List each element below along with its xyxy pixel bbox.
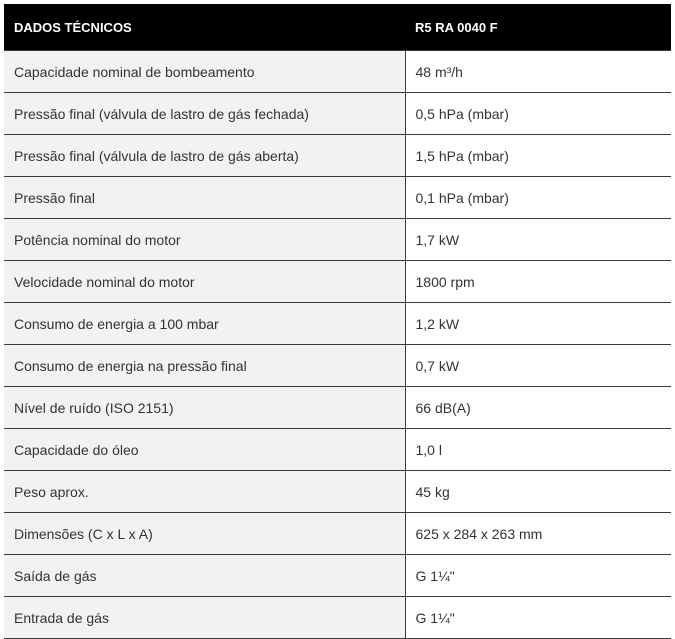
table-row bbox=[4, 51, 671, 93]
table-row bbox=[4, 429, 671, 471]
row-value: 0,7 kW bbox=[405, 345, 671, 387]
row-label: Pressão final bbox=[4, 177, 405, 219]
row-label: Potência nominal do motor bbox=[4, 219, 405, 261]
table-row bbox=[4, 135, 671, 177]
row-label: Pressão final (válvula de lastro de gás fechada) bbox=[4, 93, 405, 135]
row-value: 1,7 kW bbox=[405, 219, 671, 261]
row-label: Nível de ruído (ISO 2151) bbox=[4, 387, 405, 429]
header-row bbox=[4, 4, 671, 51]
row-label: Consumo de energia na pressão final bbox=[4, 345, 405, 387]
row-value: 1,2 kW bbox=[405, 303, 671, 345]
table-body bbox=[4, 51, 671, 639]
row-value: 48 m³/h bbox=[405, 51, 671, 93]
row-value: 1,0 l bbox=[405, 429, 671, 471]
row-label: Entrada de gás bbox=[4, 597, 405, 639]
row-value: 0,1 hPa (mbar) bbox=[405, 177, 671, 219]
row-label: Pressão final (válvula de lastro de gás aberta) bbox=[4, 135, 405, 177]
row-value: 1800 rpm bbox=[405, 261, 671, 303]
technical-data-table bbox=[4, 4, 671, 639]
row-label: Dimensões (C x L x A) bbox=[4, 513, 405, 555]
row-label: Capacidade do óleo bbox=[4, 429, 405, 471]
row-value: 625 x 284 x 263 mm bbox=[405, 513, 671, 555]
row-value: 0,5 hPa (mbar) bbox=[405, 93, 671, 135]
table-row bbox=[4, 513, 671, 555]
row-value: 1,5 hPa (mbar) bbox=[405, 135, 671, 177]
row-label: Velocidade nominal do motor bbox=[4, 261, 405, 303]
header-model: R5 RA 0040 F bbox=[405, 4, 671, 51]
row-label: Consumo de energia a 100 mbar bbox=[4, 303, 405, 345]
table-row bbox=[4, 219, 671, 261]
table-row bbox=[4, 555, 671, 597]
table-header bbox=[4, 4, 671, 51]
table-row bbox=[4, 345, 671, 387]
row-value: 66 dB(A) bbox=[405, 387, 671, 429]
table-row bbox=[4, 471, 671, 513]
row-value: G 1¼" bbox=[405, 597, 671, 639]
table-row bbox=[4, 303, 671, 345]
row-label: Peso aprox. bbox=[4, 471, 405, 513]
table-row bbox=[4, 177, 671, 219]
table-row bbox=[4, 387, 671, 429]
table-row bbox=[4, 597, 671, 639]
table-row bbox=[4, 93, 671, 135]
header-technical-data: DADOS TÉCNICOS bbox=[4, 4, 405, 51]
row-label: Capacidade nominal de bombeamento bbox=[4, 51, 405, 93]
table-row bbox=[4, 261, 671, 303]
row-label: Saída de gás bbox=[4, 555, 405, 597]
row-value: G 1¼" bbox=[405, 555, 671, 597]
row-value: 45 kg bbox=[405, 471, 671, 513]
